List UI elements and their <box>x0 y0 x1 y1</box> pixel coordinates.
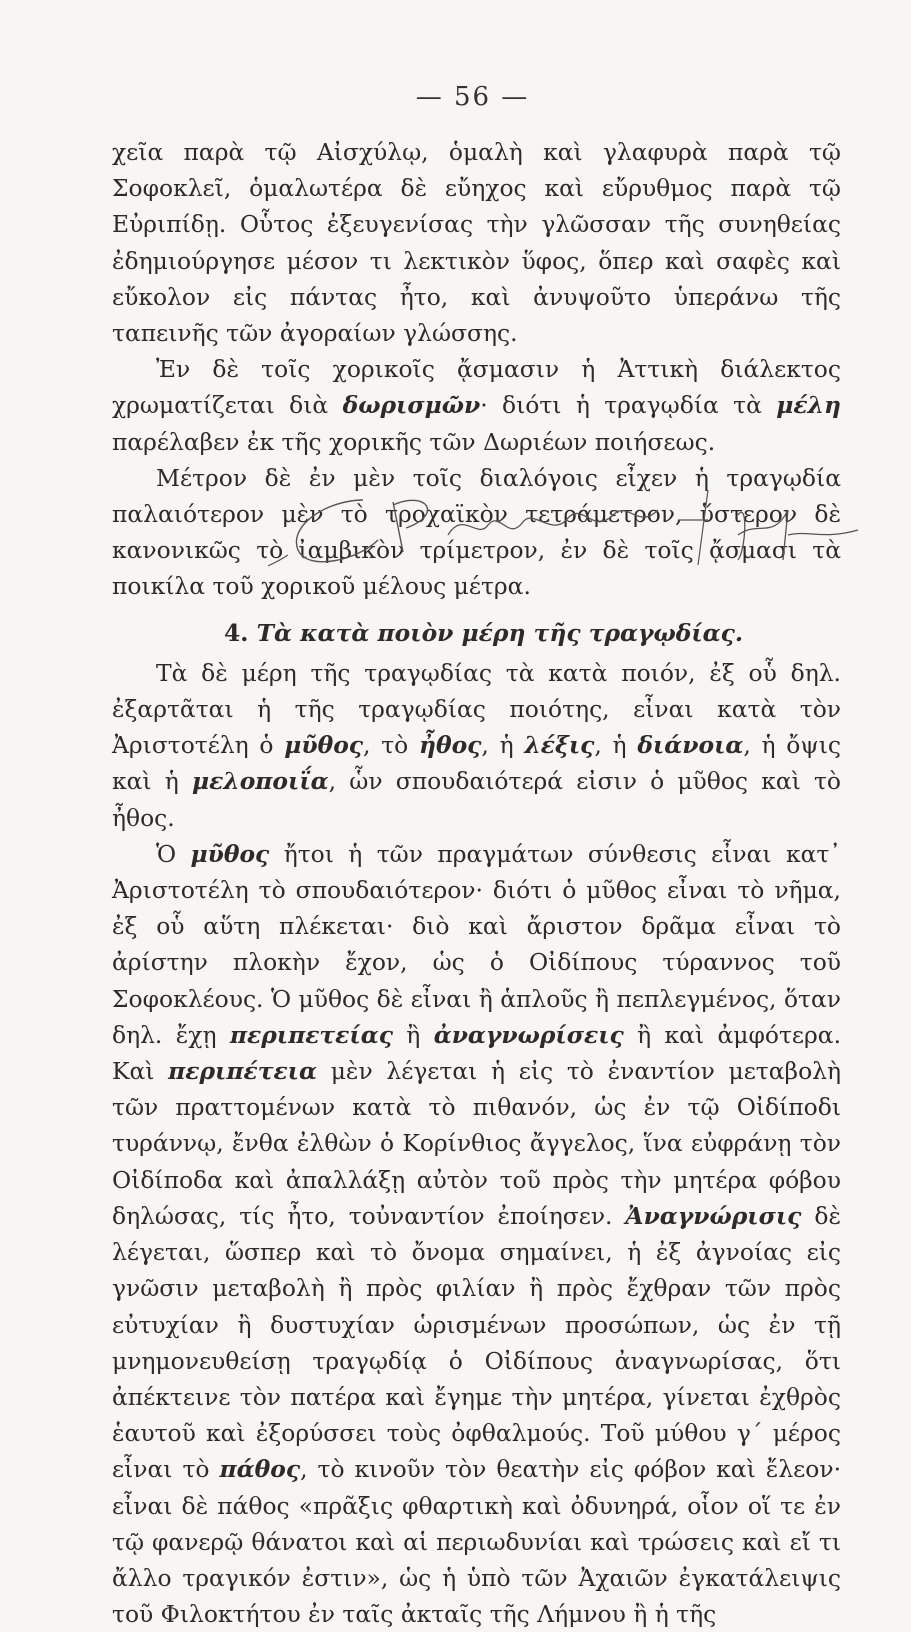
emphasized-term: διάνοια <box>637 731 744 760</box>
text-run: , τὸ κινοῦν τὸν θεατὴν εἰς φόβον καὶ ἔλεον· εἶναι δὲ πάθος «πρᾶξις φθαρτικὴ καὶ ὀδυνηρά, οἷον οἵ τε ἐν τῷ φανερῷ θάνατοι καὶ αἱ περιωδυνίαι καὶ τρώσεις καὶ εἴ τι ἄλλο τραγικόν ἐστιν», ὡς ἡ ὑπὸ τῶν Ἀχαιῶν ἐγκατάλειψις τοῦ Φιλοκτήτου ἐν ταῖς ἀκταῖς τῆς Λήμνου ἢ ἡ τῆς <box>112 1455 842 1629</box>
emphasized-term: μελοποιΐα <box>191 767 329 796</box>
text-run: μὲν λέγεται ἡ εἰς τὸ ἐναντίον μεταβολὴ τῶν πραττομένων κατὰ τὸ πιθανόν, ὡς ἐν τῷ Οἰδίποδι τυράννῳ, ἔνθα ἐλθὼν ὁ Κορίνθιος ἄγγελος, ἵνα εὐφράνῃ τὸν Οἰδίποδα καὶ ἀπαλλάξῃ αὐτὸν τοῦ πρὸς τὴν μητέρα φόβου δηλώσας, τίς ἦτο, τοὐναντίον ἐποίησεν. <box>112 1057 841 1230</box>
emphasized-term: δωρισμῶν <box>342 391 481 420</box>
emphasized-term: Ἀναγνώρισις <box>625 1201 802 1230</box>
section-heading <box>112 615 841 651</box>
emphasized-term: ἀναγνωρίσεις <box>433 1020 624 1049</box>
text-run: , ἡ ὄψις καὶ ἡ <box>112 731 841 796</box>
text-run: Ὁ <box>156 839 191 868</box>
emphasized-term: ἦθος <box>418 731 482 760</box>
text-run: χεῖα παρὰ τῷ Αἰσχύλῳ, ὁμαλὴ καὶ γλαφυρὰ παρὰ τῷ Σοφοκλεῖ, ὁμαλωτέρα δὲ εὔηχος καὶ εὔρυθμος παρὰ τῷ Εὐριπίδῃ. Οὗτος ἐξευγενίσας τὴν γλῶσσαν τῆς συνηθείας ἐδημιούργησε μέσον τι λεκτικὸν ὕφος, ὅπερ καὶ σαφὲς καὶ εὔκολον εἰς πάντας ἦτο, καὶ ἀνυψοῦτο ὑπεράνω τῆς ταπεινῆς τῶν ἀγοραίων γλώσσης. <box>112 138 841 348</box>
text-run: , τὸ <box>363 731 419 760</box>
paragraph-p5 <box>112 836 841 1632</box>
paragraph-p1 <box>112 134 841 351</box>
text-run: ἢ καὶ ἀμφότερα. Καὶ <box>112 1020 842 1086</box>
emphasized-term: περιπετείας <box>229 1020 393 1049</box>
text-run: ἤτοι ἡ τῶν πραγμάτων σύνθεσις εἶναι κατ᾽ Ἀριστοτέλη τὸ σπουδαιότερον· διότι ὁ μῦθος εἶναι τὸ νῆμα, ἐξ οὗ αὕτη πλέκεται· διὸ καὶ ἄριστον δρᾶμα εἶναι τὸ ἀρίστην πλοκὴν ἔχον, ὡς ὁ Οἰδίπους τύραννος τοῦ Σοφοκλέους. Ὁ μῦθος δὲ εἶναι ἢ ἁπλοῦς ἢ πεπλεγμένος, ὅταν δηλ. ἔχῃ <box>112 839 841 1049</box>
section-title: Τὰ κατὰ ποιὸν μέρη τῆς τραγῳδίας. <box>256 618 744 647</box>
emphasized-term: μῦθος <box>190 839 270 868</box>
emphasized-term: μῦθος <box>284 731 364 760</box>
section-number: 4. <box>224 618 249 647</box>
body-text-before-heading <box>112 134 841 605</box>
text-run: , ὧν σπουδαιότερά εἰσιν ὁ μῦθος καὶ τὸ ἦθος. <box>112 767 841 832</box>
emphasized-term: πάθος <box>219 1455 301 1484</box>
emphasized-term: λέξις <box>524 731 595 760</box>
text-run: , ἡ <box>594 731 638 760</box>
text-run: παρέλαβεν ἐκ τῆς χορικῆς τῶν Δωριέων ποιήσεως. <box>112 427 716 456</box>
text-run: ἢ <box>392 1020 434 1049</box>
page-number: — 56 — <box>415 82 530 112</box>
text-run: Ἐν δὲ τοῖς χορικοῖς ᾄσμασιν ἡ Ἀττικὴ διάλεκτος χρωματίζεται διὰ <box>112 355 841 420</box>
paragraph-p4 <box>112 655 841 836</box>
text-run: , ἡ <box>481 731 525 760</box>
text-run: Μέτρον δὲ ἐν μὲν τοῖς διαλόγοις εἶχεν ἡ τραγῳδία παλαιότερον μὲν τὸ τροχαϊκὸν τετράμετρον, ὕστερον δὲ κανονικῶς τὸ ἰαμβικὸν τρίμετρον, ἐν δὲ τοῖς ᾄσμασι τὰ ποικίλα τοῦ χορικοῦ μέλους μέτρα. <box>112 463 841 601</box>
paragraph-p3 <box>112 460 841 605</box>
text-run: · διότι ἡ τραγῳδία τὰ <box>480 391 777 420</box>
emphasized-term: μέλη <box>776 391 841 420</box>
text-run: Τὰ δὲ μέρη τῆς τραγῳδίας τὰ κατὰ ποιόν, ἐξ οὗ δηλ. ἐξαρτᾶται ἡ τῆς τραγῳδίας ποιότης, εἶναι κατὰ τὸν Ἀριστοτέλη ὁ <box>112 658 841 760</box>
paragraph-p2 <box>112 351 841 460</box>
body-text-after-heading <box>112 655 841 1632</box>
emphasized-term: περιπέτεια <box>168 1057 317 1086</box>
text-run: δὲ λέγεται, ὥσπερ καὶ τὸ ὄνομα σημαίνει, ἡ ἐξ ἀγνοίας εἰς γνῶσιν μεταβολὴ ἢ πρὸς φιλίαν ἢ πρὸς ἔχθραν τῶν πρὸς εὐτυχίαν ἢ δυστυχίαν ὡρισμένων προσώπων, ὡς ἐν τῇ μνημονευθείσῃ τραγῳδίᾳ ὁ Οἰδίπους ἀναγνωρίσας, ὅτι ἀπέκτεινε τὸν πατέρα καὶ ἔγημε τὴν μητέρα, γίνεται ἐχθρὸς ἑαυτοῦ καὶ ἐξορύσσει τοὺς ὀφθαλμούς. Τοῦ μύθου γ´ μέρος εἶναι τὸ <box>112 1201 841 1484</box>
